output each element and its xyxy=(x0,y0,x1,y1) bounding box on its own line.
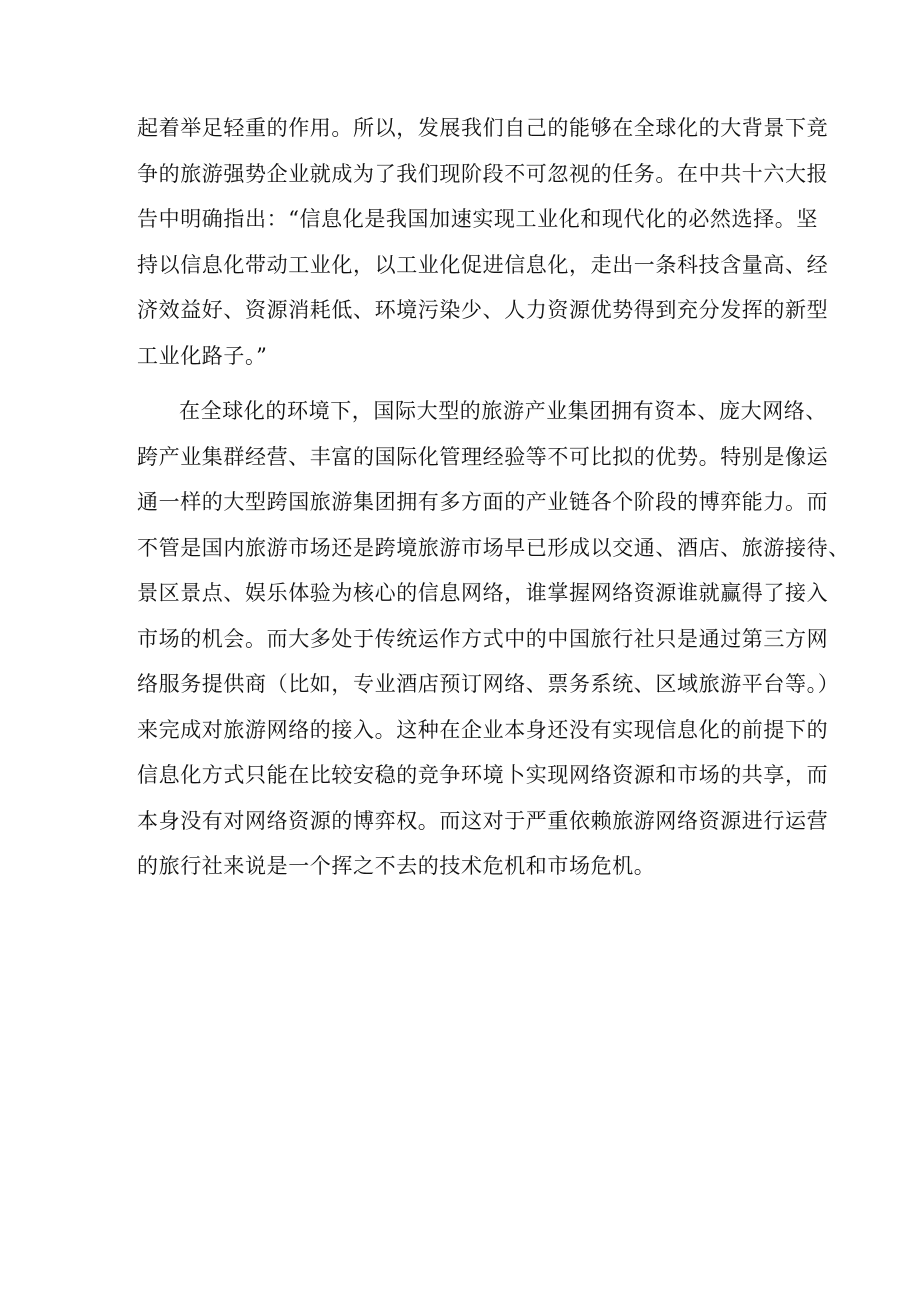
text-line: 告中明确指出：“信息化是我国加速实现工业化和现代化的必然选择。坚 xyxy=(137,207,818,231)
text-line: 持以信息化带动工业化，以工业化促进信息化，走出一条科技含量高、经 xyxy=(137,252,829,277)
text-line: 争的旅游强势企业就成为了我们现阶段不可忽视的任务。在中共十六大报 xyxy=(137,161,829,186)
text-line: 工业化路子。” xyxy=(137,343,268,368)
text-line: 本身没有对网络资源的博弈权。而这对于严重依赖旅游网络资源进行运营 xyxy=(137,808,829,833)
text-line: 景区景点、娱乐体验为核心的信息网络，谁掌握网络资源谁就赢得了接入 xyxy=(137,581,829,605)
text-line: 络服务提供商（比如，专业酒店预订网络、票务系统、区域旅游平台等。） xyxy=(137,672,840,696)
text-line: 来完成对旅游网络的接入。这种在企业本身还没有实现信息化的前提下的 xyxy=(137,717,829,742)
text-line: 通一样的大型跨国旅游集团拥有多方面的产业链各个阶段的博弈能力。而 xyxy=(137,490,829,514)
text-line: 市场的机会。而大多处于传统运作方式中的中国旅行社只是通过第三方网 xyxy=(137,626,829,651)
document-body xyxy=(137,106,850,890)
text-line: 的旅行社来说是一个挥之不去的技术危机和市场危机。 xyxy=(137,854,656,878)
text-line: 不管是国内旅游市场还是跨境旅游市场早已形成以交通、酒店、旅游接待、 xyxy=(137,535,850,560)
text-line: 起着举足轻重的作用。所以，发展我们自己的能够在全球化的大背景下竞 xyxy=(137,116,829,140)
text-line-indented: 在全球化的环境下，国际大型的旅游产业集团拥有资本、庞大网络、 xyxy=(179,399,827,423)
paragraph-2 xyxy=(137,389,850,890)
text-line: 信息化方式只能在比较安稳的竞争环境卜实现网络资源和市场的共享，而 xyxy=(137,763,829,787)
text-line: 跨产业集群经营、丰富的国际化管理经验等不可比拟的优势。特别是像运 xyxy=(137,444,829,469)
paragraph-1 xyxy=(137,106,829,379)
text-line: 济效益好、资源消耗低、环境污染少、人力资源优势得到充分发挥的新型 xyxy=(137,298,829,322)
